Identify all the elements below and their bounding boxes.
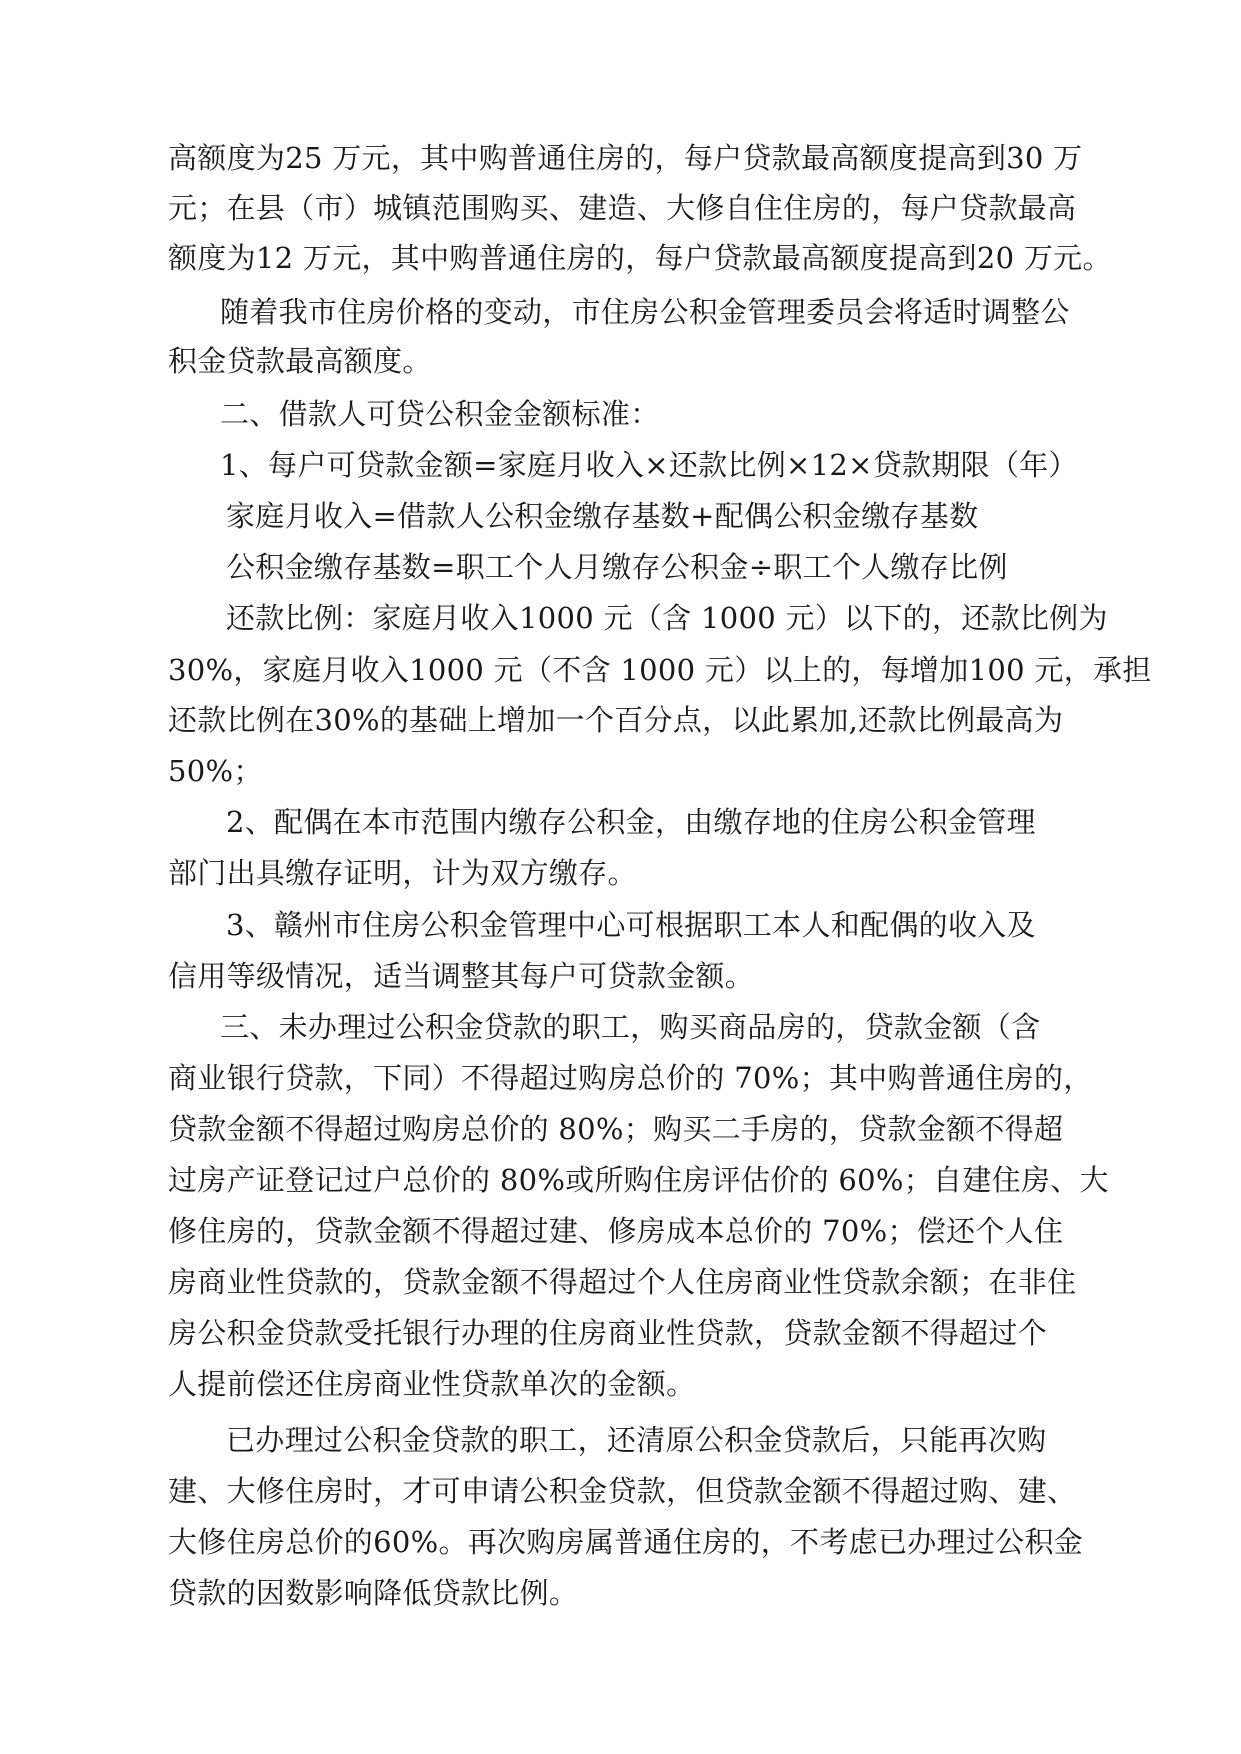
text-line-9: 公积金缴存基数=职工个人月缴存公积金÷职工个人缴存比例	[226, 550, 1008, 584]
text-line-6: 二、借款人可贷公积金金额标准：	[220, 397, 660, 431]
text-line-19: 商业银行贷款，下同）不得超过购房总价的 70%；其中购普通住房的，	[168, 1061, 1093, 1095]
text-line-26: 已办理过公积金贷款的职工，还清原公积金贷款后，只能再次购	[226, 1423, 1047, 1457]
text-line-15: 部门出具缴存证明，计为双方缴存。	[168, 856, 637, 890]
text-line-29: 贷款的因数影响降低贷款比例。	[168, 1576, 579, 1610]
text-line-13: 50%；	[168, 754, 263, 788]
text-line-1: 高额度为25 万元，其中购普通住房的，每户贷款最高额度提高到30 万	[168, 141, 1083, 175]
text-line-17: 信用等级情况，适当调整其每户可贷款金额。	[168, 959, 755, 993]
text-line-2: 元；在县（市）城镇范围购买、建造、大修自住住房的，每户贷款最高	[168, 191, 1077, 225]
text-line-25: 人提前偿还住房商业性贷款单次的金额。	[168, 1367, 696, 1401]
text-line-20: 贷款金额不得超过购房总价的 80%；购买二手房的，贷款金额不得超	[168, 1112, 1064, 1146]
text-line-27: 建、大修住房时，才可申请公积金贷款，但贷款金额不得超过购、建、	[168, 1474, 1077, 1508]
text-line-8: 家庭月收入=借款人公积金缴存基数+配偶公积金缴存基数	[226, 499, 979, 533]
text-line-12: 还款比例在30%的基础上增加一个百分点，以此累加,还款比例最高为	[168, 703, 1064, 737]
text-line-7: 1、每户可贷款金额=家庭月收入×还款比例×12×贷款期限（年）	[220, 448, 1078, 482]
text-line-24: 房公积金贷款受托银行办理的住房商业性贷款，贷款金额不得超过个	[168, 1316, 1048, 1350]
text-line-21: 过房产证登记过户总价的 80%或所购住房评估价的 60%；自建住房、大	[168, 1163, 1109, 1197]
text-line-18: 三、未办理过公积金贷款的职工，购买商品房的，贷款金额（含	[220, 1010, 1041, 1044]
text-line-16: 3、赣州市住房公积金管理中心可根据职工本人和配偶的收入及	[226, 908, 1036, 942]
text-line-3: 额度为12 万元，其中购普通住房的，每户贷款最高额度提高到20 万元。	[168, 241, 1112, 275]
text-line-10: 还款比例：家庭月收入1000 元（含 1000 元）以下的，还款比例为	[226, 601, 1108, 635]
text-line-23: 房商业性贷款的，贷款金额不得超过个人住房商业性贷款余额；在非住	[168, 1265, 1077, 1299]
text-line-14: 2、配偶在本市范围内缴存公积金，由缴存地的住房公积金管理	[226, 805, 1036, 839]
text-line-28: 大修住房总价的60%。再次购房属普通住房的，不考虑已办理过公积金	[168, 1525, 1084, 1559]
text-line-22: 修住房的，贷款金额不得超过建、修房成本总价的 70%；偿还个人住	[168, 1214, 1064, 1248]
text-line-4: 随着我市住房价格的变动，市住房公积金管理委员会将适时调整公	[220, 295, 1070, 329]
text-line-5: 积金贷款最高额度。	[168, 344, 432, 378]
text-line-11: 30%，家庭月收入1000 元（不含 1000 元）以上的，每增加100 元，承担	[168, 653, 1152, 687]
